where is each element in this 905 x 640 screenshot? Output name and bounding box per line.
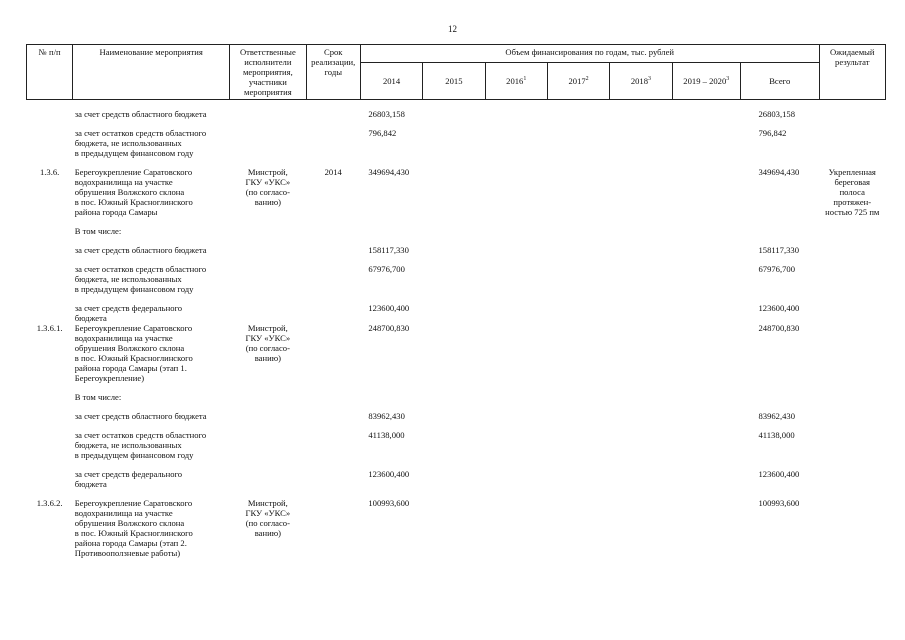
row-value-2018	[610, 323, 672, 383]
row-value-2018	[610, 303, 672, 323]
row-code	[27, 303, 73, 323]
row-total: 67976,700	[758, 263, 796, 274]
row-responsible	[230, 226, 306, 236]
table-row	[27, 498, 886, 558]
header-year: 2015	[423, 63, 485, 100]
header-term: Срок реализации, годы	[306, 45, 360, 100]
row-result	[819, 128, 886, 158]
row-value-2019-2020	[672, 245, 740, 255]
table-row	[27, 469, 886, 489]
row-result	[819, 226, 886, 236]
row-value-2017	[547, 264, 609, 294]
row-name: за счет средств федерального бюджета	[74, 302, 183, 323]
row-value-2019-2020	[672, 109, 740, 119]
row-responsible	[230, 245, 306, 255]
row-value-2014: 158117,330	[368, 244, 409, 255]
row-value-2019-2020	[672, 167, 740, 217]
row-code	[27, 264, 73, 294]
row-term	[306, 264, 360, 294]
row-name: Берегоукрепление Саратовского водохранилища на участке обрушения Волжского склона в пос. Южный Красноглинского района города Самары	[74, 166, 193, 217]
row-term	[306, 323, 360, 383]
row-name: за счет остатков средств областного бюджета, не использованных в предыдущем финансовом году	[74, 127, 207, 158]
row-total: 158117,330	[758, 244, 799, 255]
row-value-2014: 67976,700	[368, 263, 405, 274]
header-year: Всего	[740, 63, 819, 100]
row-term	[306, 411, 360, 421]
row-term	[306, 392, 360, 402]
row-value-2017	[547, 323, 609, 383]
row-total: 248700,830	[758, 322, 800, 333]
table-row	[27, 264, 886, 294]
row-responsible	[230, 303, 306, 323]
row-value-2014	[360, 392, 422, 402]
row-name: Берегоукрепление Саратовского водохранилища на участке обрушения Волжского склона в пос. Южный Красноглинского района города Самары (этап 2. Противооползневые работы)	[74, 497, 193, 558]
row-value-2019-2020	[672, 498, 740, 558]
row-name: В том числе:	[74, 225, 122, 236]
row-value-2019-2020	[672, 469, 740, 489]
row-code	[27, 469, 73, 489]
row-total: 83962,430	[758, 410, 796, 421]
row-responsible	[230, 128, 306, 158]
row-responsible: Минстрой, ГКУ «УКС» (по согласо- ванию)	[245, 497, 291, 538]
row-code	[27, 411, 73, 421]
row-code	[27, 226, 73, 236]
row-result	[819, 411, 886, 421]
row-name: за счет средств областного бюджета	[74, 244, 207, 255]
row-value-2018	[610, 411, 672, 421]
row-responsible	[230, 411, 306, 421]
row-value-2016	[485, 264, 547, 294]
row-result	[819, 469, 886, 489]
row-value-2017	[547, 411, 609, 421]
row-code	[27, 245, 73, 255]
row-value-2018	[610, 226, 672, 236]
row-total: 349694,430	[758, 166, 800, 177]
row-value-2016	[485, 128, 547, 158]
row-value-2015	[423, 109, 485, 119]
row-value-2017	[547, 109, 609, 119]
row-value-2015	[423, 469, 485, 489]
row-value-2019-2020	[672, 303, 740, 323]
row-responsible	[230, 469, 306, 489]
row-value-2015	[423, 498, 485, 558]
row-value-2017	[547, 128, 609, 158]
row-term	[306, 469, 360, 489]
row-result	[819, 430, 886, 460]
row-name: за счет средств областного бюджета	[74, 108, 207, 119]
row-value-2019-2020	[672, 264, 740, 294]
row-total: 26803,158	[758, 108, 796, 119]
row-value-2017	[547, 430, 609, 460]
row-code: 1.3.6.1.	[36, 322, 63, 333]
header-year: 2014	[360, 63, 422, 100]
header-year: 2017$^2$	[547, 63, 609, 100]
header-year: 2019 – 2020$^3$	[672, 63, 740, 100]
row-result	[819, 392, 886, 402]
row-name: В том числе:	[74, 391, 122, 402]
row-total: 796,842	[758, 127, 787, 138]
row-value-2015	[423, 392, 485, 402]
row-term	[306, 430, 360, 460]
table-row	[27, 245, 886, 255]
row-value-2016	[485, 392, 547, 402]
row-result: Укрепленная береговая полоса протяжен- ностью 725 пм	[825, 166, 880, 217]
row-value-2018	[610, 167, 672, 217]
row-value-2014: 349694,430	[368, 166, 410, 177]
row-name: за счет средств областного бюджета	[74, 410, 207, 421]
row-value-2015	[423, 411, 485, 421]
row-value-2018	[610, 245, 672, 255]
row-total: 123600,400	[758, 468, 800, 479]
row-name: за счет остатков средств областного бюджета, не использованных в предыдущем финансовом году	[74, 429, 207, 460]
header-finance: Объем финансирования по годам, тыс. рублей	[360, 45, 819, 63]
row-value-2015	[423, 128, 485, 158]
row-value-2014: 123600,400	[368, 468, 410, 479]
table-row	[27, 109, 886, 119]
row-value-2019-2020	[672, 411, 740, 421]
row-code	[27, 392, 73, 402]
row-responsible	[230, 109, 306, 119]
row-name: за счет остатков средств областного бюджета, не использованных в предыдущем финансовом году	[74, 263, 207, 294]
row-code	[27, 430, 73, 460]
row-value-2017	[547, 392, 609, 402]
row-result	[819, 264, 886, 294]
row-result	[819, 109, 886, 119]
header-year: 2016$^1$	[485, 63, 547, 100]
row-value-2016	[485, 430, 547, 460]
row-value-2016	[485, 411, 547, 421]
row-value-2018	[610, 109, 672, 119]
table-row	[27, 303, 886, 323]
table-row	[27, 226, 886, 236]
row-value-2016	[485, 109, 547, 119]
row-code: 1.3.6.	[39, 166, 60, 177]
row-value-2015	[423, 264, 485, 294]
header-responsible: Ответственные исполнители мероприятия, участники мероприятия	[230, 45, 306, 100]
row-value-2019-2020	[672, 323, 740, 383]
row-value-2018	[610, 469, 672, 489]
row-value-2015	[423, 430, 485, 460]
header-no: № п/п	[27, 45, 73, 100]
financing-table	[26, 44, 886, 558]
row-total: 123600,400	[758, 302, 800, 313]
row-value-2016	[485, 498, 547, 558]
table-row	[27, 167, 886, 217]
row-code	[27, 109, 73, 119]
row-value-2015	[423, 226, 485, 236]
row-value-2016	[485, 226, 547, 236]
row-name: за счет средств федерального бюджета	[74, 468, 183, 489]
row-value-2017	[547, 303, 609, 323]
row-total	[740, 226, 819, 236]
row-code	[27, 128, 73, 158]
row-value-2017	[547, 226, 609, 236]
row-term: 2014	[324, 166, 342, 177]
row-value-2014: 41138,000	[368, 429, 405, 440]
row-value-2015	[423, 245, 485, 255]
table-row	[27, 411, 886, 421]
header-result: Ожидаемый результат	[819, 45, 886, 100]
row-value-2014: 796,842	[368, 127, 397, 138]
row-total: 41138,000	[758, 429, 795, 440]
row-value-2017	[547, 469, 609, 489]
row-value-2018	[610, 430, 672, 460]
row-term	[306, 245, 360, 255]
row-value-2017	[547, 498, 609, 558]
row-value-2018	[610, 128, 672, 158]
header-year: 2018$^3$	[610, 63, 672, 100]
row-term	[306, 303, 360, 323]
row-term	[306, 109, 360, 119]
row-value-2018	[610, 392, 672, 402]
table-row	[27, 128, 886, 158]
row-value-2019-2020	[672, 128, 740, 158]
row-total: 100993,600	[758, 497, 800, 508]
row-responsible	[230, 264, 306, 294]
row-term	[306, 226, 360, 236]
table-row	[27, 392, 886, 402]
row-term	[306, 498, 360, 558]
row-result	[819, 498, 886, 558]
row-result	[819, 245, 886, 255]
row-value-2016	[485, 303, 547, 323]
table-row	[27, 430, 886, 460]
row-value-2019-2020	[672, 392, 740, 402]
row-responsible: Минстрой, ГКУ «УКС» (по согласо- ванию)	[245, 166, 291, 207]
row-total	[740, 392, 819, 402]
row-value-2019-2020	[672, 430, 740, 460]
row-value-2016	[485, 245, 547, 255]
row-value-2016	[485, 469, 547, 489]
row-code: 1.3.6.2.	[36, 497, 63, 508]
row-term	[306, 128, 360, 158]
table-row	[27, 323, 886, 383]
row-result	[819, 303, 886, 323]
row-name: Берегоукрепление Саратовского водохранилища на участке обрушения Волжского склона в пос. Южный Красноглинского района города Самары (этап 1. Берегоукрепление)	[74, 322, 193, 383]
row-value-2014: 83962,430	[368, 410, 405, 421]
row-value-2019-2020	[672, 226, 740, 236]
row-value-2017	[547, 245, 609, 255]
row-value-2015	[423, 303, 485, 323]
row-responsible	[230, 392, 306, 402]
row-value-2014: 26803,158	[368, 108, 405, 119]
row-value-2014: 123600,400	[368, 302, 410, 313]
row-value-2016	[485, 167, 547, 217]
row-responsible	[230, 430, 306, 460]
header-name: Наименование мероприятия	[73, 45, 230, 100]
page-number: 12	[448, 24, 457, 34]
row-value-2017	[547, 167, 609, 217]
row-value-2014	[360, 226, 422, 236]
row-value-2015	[423, 167, 485, 217]
row-result	[819, 323, 886, 383]
row-value-2016	[485, 323, 547, 383]
row-value-2014: 248700,830	[368, 322, 410, 333]
row-value-2018	[610, 498, 672, 558]
row-value-2015	[423, 323, 485, 383]
row-value-2018	[610, 264, 672, 294]
row-value-2014: 100993,600	[368, 497, 410, 508]
row-responsible: Минстрой, ГКУ «УКС» (по согласо- ванию)	[245, 322, 291, 363]
